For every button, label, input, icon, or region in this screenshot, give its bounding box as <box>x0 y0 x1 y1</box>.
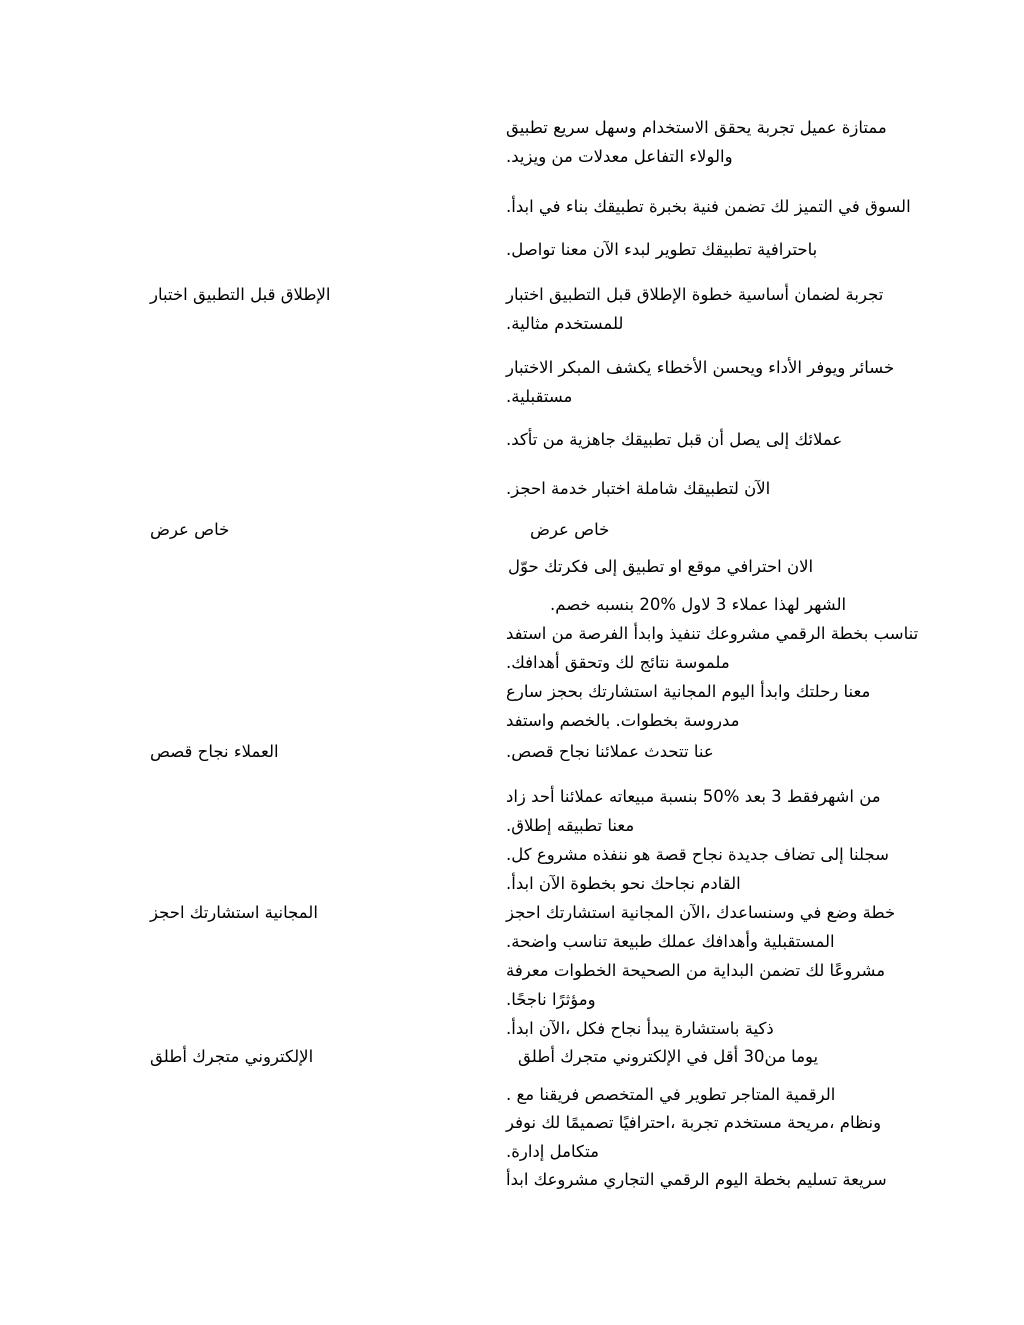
text-line: .مثالية‎ للمستخدم <box>506 314 624 333</box>
section-heading: أطلق‎ متجرك‎ الإلكتروني <box>150 1047 314 1066</box>
text-line: واستفد‎ بالخصم‎ .بخطوات‎ مدروسة <box>506 711 740 730</box>
section-heading: عرض‎ خاص <box>150 520 230 539</box>
text-line: احجز‎ استشارتك‎ المجانية‎ الآن،‎ وسنساعدك‎ في‎ وضع‎ خطة <box>506 903 896 922</box>
text-line: .ويزيد‎ من‎ معدلات‎ التفاعل‎ والولاء <box>506 147 733 166</box>
text-line: .تواصل‎ معنا‎ الآن‎ لبدء‎ تطوير‎ تطبيقك‎ باحترافية <box>506 240 818 259</box>
text-line: .أهدافك‎ وتحقق‎ لك‎ نتائج‎ ملموسة <box>506 653 730 672</box>
text-line: .إطلاق‎ تطبيقه‎ معنا <box>506 816 635 835</box>
text-line: ابدأ‎ مشروعك‎ التجاري‎ الرقمي‎ اليوم‎ بخطة‎ تسليم‎ سريعة <box>506 1170 887 1189</box>
text-line: .ابدأ‎ في‎ بناء‎ تطبيقك‎ بخبرة‎ فنية‎ تضمن‎ لك‎ التميز‎ في‎ السوق <box>506 197 911 216</box>
text-line: .إدارة‎ متكامل <box>506 1142 599 1161</box>
text-line: تطبيق‎ سريع‎ وسهل‎ الاستخدام‎ يحقق‎ تجربة‎ عميل‎ ممتازة <box>506 118 887 137</box>
text-line: نوفر‎ لك‎ تصميمًا‎ احترافيًا،‎ تجربة‎ مستخدم‎ مريحة،‎ ونظام <box>506 1113 882 1132</box>
text-line: .ابدأ‎ الآن،‎ فكل‎ نجاح‎ يبدأ‎ باستشارة‎ ذكية <box>506 1019 774 1038</box>
text-line: .تأكد‎ من‎ جاهزية‎ تطبيقك‎ قبل‎ أن‎ يصل‎ إلى‎ عملائك <box>506 430 843 449</box>
text-line: .مستقبلية <box>506 387 573 406</box>
text-line: حوّل‎ فكرتك‎ إلى‎ تطبيق‎ او‎ موقع‎ احترافي‎ الان <box>508 557 814 576</box>
text-line: .‎ مع‎ فريقنا‎ المتخصص‎ في‎ تطوير‎ المتاجر‎ الرقمية <box>506 1085 836 1104</box>
text-line: .واضحة‎ تناسب‎ طبيعة‎ عملك‎ وأهدافك‎ المستقبلية <box>506 932 835 951</box>
section-heading: احجز‎ استشارتك‎ المجانية <box>150 903 318 922</box>
text-line: استفد‎ من‎ الفرصة‎ وابدأ‎ تنفيذ‎ مشروعك‎ الرقمي‎ بخطة‎ تناسب <box>506 624 919 643</box>
text-line: .ناجحًا‎ ومؤثرًا <box>506 990 596 1009</box>
text-line: .ابدأ‎ الآن‎ بخطوة‎ نحو‎ نجاحك‎ القادم <box>506 874 741 893</box>
text-line: .قصص‎ نجاح‎ عملائنا‎ تتحدث‎ عنا <box>506 742 714 761</box>
section-heading: اختبار‎ التطبيق‎ قبل‎ الإطلاق <box>150 285 331 304</box>
text-line: .خصم‎ بنسبه‎ 20%‎ لاول‎ 3‎ عملاء‎ لهذا‎ الشهر <box>550 595 847 614</box>
text-line: زاد‎ أحد‎ عملائنا‎ مبيعاته‎ بنسبة‎ 50%‎ بعد‎ 3‎ اشهرفقط‎ من <box>506 787 881 806</box>
section-heading: قصص‎ نجاح‎ العملاء <box>150 742 279 761</box>
text-line: سارع‎ بحجز‎ استشارتك‎ المجانية‎ اليوم‎ وابدأ‎ رحلتك‎ معنا <box>506 682 871 701</box>
text-line: .احجز‎ خدمة‎ اختبار‎ شاملة‎ لتطبيقك‎ الآن <box>506 479 771 498</box>
text-line: عرض‎ خاص <box>530 520 610 539</box>
text-line: أطلق‎ متجرك‎ الإلكتروني‎ في‎ أقل‎ من30‎ يوما <box>518 1047 819 1066</box>
text-line: .كل‎ مشروع‎ ننفذه‎ هو‎ قصة‎ نجاح‎ جديدة‎ تضاف‎ إلى‎ سجلنا <box>506 845 889 864</box>
text-line: معرفة‎ الخطوات‎ الصحيحة‎ من‎ البداية‎ تضمن‎ لك‎ مشروعًا <box>506 961 886 980</box>
text-line: اختبار‎ التطبيق‎ قبل‎ الإطلاق‎ خطوة‎ أساسية‎ لضمان‎ تجربة <box>506 285 884 304</box>
text-line: الاختبار‎ المبكر‎ يكشف‎ الأخطاء‎ ويحسن‎ الأداء‎ ويوفر‎ خسائر <box>506 358 895 377</box>
